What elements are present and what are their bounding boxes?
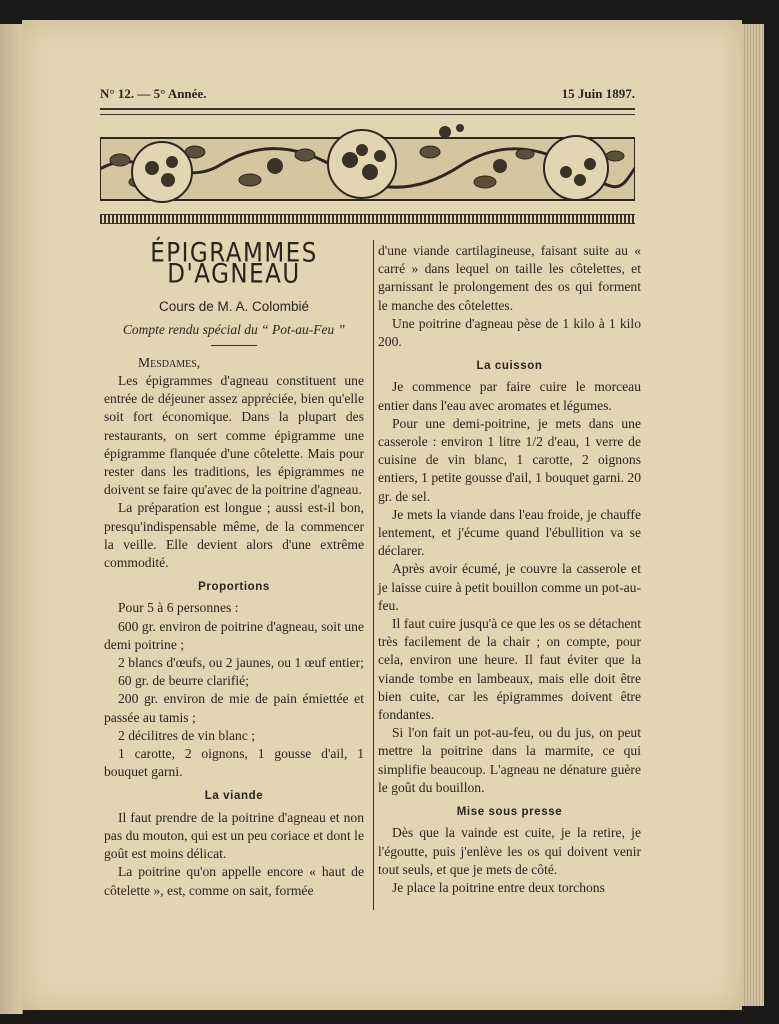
short-divider [211, 345, 257, 346]
section-heading-proportions: Proportions [198, 581, 270, 594]
paragraph: Si l'on fait un pot-au-feu, ou du jus, on peut mettre la poitrine dans la marmite, ce qui simplifie beaucoup. L'agneau ne dénature guère le goût du bouillon. [378, 725, 641, 795]
article-credit: Compte rendu spécial du “ Pot-au-Feu ” [122, 321, 346, 337]
page-edge-left [0, 24, 23, 1014]
article-title: ÉPIGRAMMES D'AGNEAU [150, 238, 318, 290]
ingredient-line: Pour 5 à 6 personnes : [118, 600, 239, 616]
paragraph: Pour une demi-poitrine, je mets dans une casserole : environ 1 litre 1/2 d'eau, 1 verre de cuisine de vin blanc, 1 carotte, 2 oignons entiers, 1 petite gousse d'ail, 1 bouquet garni. 20 gr. de sel. [378, 415, 641, 504]
page-stack-edge [742, 24, 764, 1006]
ingredient-line: 1 carotte, 2 oignons, 1 gousse d'ail, 1 bouquet garni. [104, 746, 364, 780]
paragraph: Dès que la vainde est cuite, je la retire, je l'égoutte, puis j'enlève les os qui doivent venir tout seuls, et que je mets de côté. [378, 825, 641, 877]
ingredient-line: 600 gr. environ de poitrine d'agneau, soit une demi poitrine ; [104, 618, 364, 652]
paragraph: Je place la poitrine entre deux torchons [392, 879, 605, 895]
section-heading-presse: Mise sous presse [456, 806, 563, 819]
paragraph: La préparation est longue ; aussi est-il bon, presqu'indispensable même, de la commencer la veille. Elle devient alors d'une extrême commodité. [104, 500, 364, 571]
floral-ornament-banner-icon [100, 120, 635, 212]
article-byline: Cours de M. A. Colombié [158, 299, 310, 315]
paragraph: Après avoir écumé, je couvre la casserole et je laisse cuire à petit bouillon comme un pot-au-feu. [378, 561, 641, 613]
ingredient-line: 60 gr. de beurre clarifié; [118, 673, 249, 689]
paragraph: Je commence par faire cuire le morceau entier dans l'eau avec aromates et légumes. [378, 379, 641, 413]
ingredient-line: 2 blancs d'œufs, ou 2 jaunes, ou 1 œuf entier; [118, 655, 364, 671]
section-heading-viande: La viande [204, 790, 264, 803]
issue-number: N° 12. — 5° Année. [100, 86, 207, 101]
left-column [104, 238, 364, 900]
ornament-rule [100, 214, 635, 224]
right-column [378, 242, 641, 897]
paragraph: Une poitrine d'agneau pèse de 1 kilo à 1 kilo 200. [378, 315, 641, 350]
ingredient-line: 2 décilitres de vin blanc ; [118, 727, 256, 743]
paragraph: La poitrine qu'on appelle encore « haut de côtelette », est, comme on sait, formée [104, 864, 364, 898]
paragraph: Je mets la viande dans l'eau froide, je chauffe lentement, et j'écume quand l'ébullition va se déclarer. [378, 506, 641, 559]
paragraph: Les épigrammes d'agneau constituent une entrée de déjeuner assez appréciée, bien qu'elle soit fort économique. Dans la plupart des restaurants, on sert comme épigramme une épigramme flanquée d'une côtelette. Mais pour rester dans les traditions, les épigrammes ne doivent se faire qu'avec de la poitrine d'agneau. [104, 373, 364, 498]
ingredient-line: 200 gr. environ de mie de pain émiettée et passée au tamis ; [104, 691, 364, 725]
salutation: Mesdames, [138, 354, 201, 370]
header-rule [100, 108, 635, 115]
paragraph: Il faut cuire jusqu'à ce que les os se détachent très facilement de la chair ; on compte, pour cela, environ une heure. Il faut éviter que la viande tombe en lambeaux, mais elle doit être bien cuite, car les épigrammes doivent être fondantes. [378, 616, 641, 723]
paragraph: d'une viande cartilagineuse, faisant suite au « carré » dans lequel on taille les côtelettes, et garnissant le prolongement des os qui forment le manche des côtelettes. [378, 243, 641, 313]
section-heading-cuisson: La cuisson [476, 360, 543, 373]
paragraph: Il faut prendre de la poitrine d'agneau et non pas du mouton, qui est un peu coriace et dont le goût est moins délicat. [104, 809, 364, 862]
column-divider [373, 240, 374, 910]
issue-date: 15 Juin 1897. [561, 86, 635, 101]
